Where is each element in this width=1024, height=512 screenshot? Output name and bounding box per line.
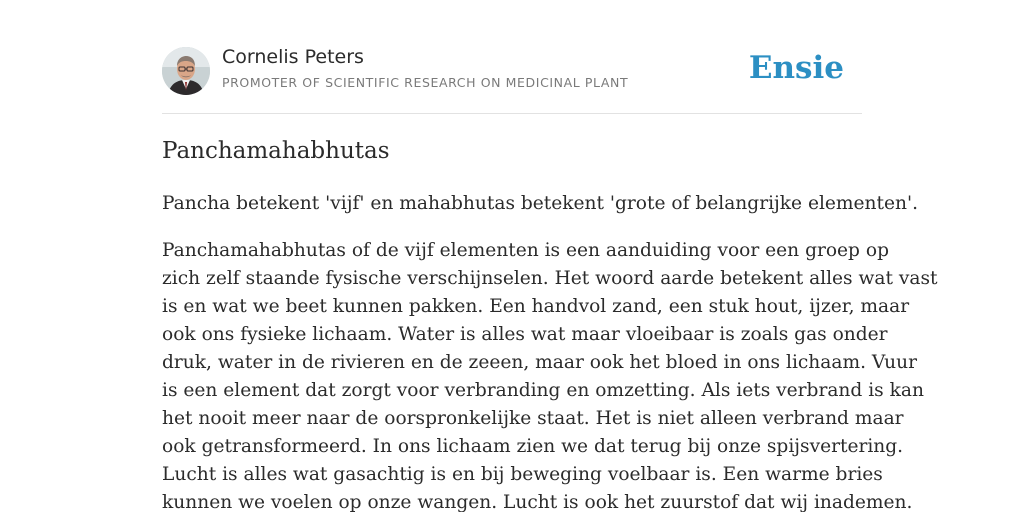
body-line: ook getransformeerd. In ons lichaam zien we dat terug bij onze spijsvertering. xyxy=(162,436,904,457)
body-line: Panchamahabhutas of de vijf elementen is een aanduiding voor een groep op xyxy=(162,240,889,261)
body-line: is en wat we beet kunnen pakken. Een handvol zand, een stuk hout, ijzer, maar xyxy=(162,296,910,317)
article-body xyxy=(162,237,938,512)
person-photo-icon xyxy=(162,47,210,95)
avatar[interactable] xyxy=(162,47,210,95)
article-intro: Pancha betekent 'vijf' en mahabhutas betekent 'grote of belangrijke elementen'. xyxy=(162,193,919,214)
body-line: Lucht is alles wat gasachtig is en bij beweging voelbaar is. Een warme bries xyxy=(162,464,883,485)
body-line: druk, water in de rivieren en de zeeen, maar ook het bloed in ons lichaam. Vuur xyxy=(162,352,917,373)
body-line: is een element dat zorgt voor verbranding en omzetting. Als iets verbrand is kan xyxy=(162,380,924,401)
brand-logo[interactable]: Ensie xyxy=(748,50,844,86)
body-line: het nooit meer naar de oorspronkelijke staat. Het is niet alleen verbrand maar xyxy=(162,408,904,429)
body-line: kunnen we voelen op onze wangen. Lucht is ook het zuurstof dat wij inademen. xyxy=(162,492,913,512)
content-column xyxy=(162,0,938,512)
body-line: zich zelf staande fysische verschijnselen. Het woord aarde betekent alles wat vast xyxy=(162,268,938,289)
author-name[interactable]: Cornelis Peters xyxy=(222,46,364,68)
article-title: Panchamahabhutas xyxy=(162,138,390,164)
body-line: ook ons fysieke lichaam. Water is alles wat maar vloeibaar is zoals gas onder xyxy=(162,324,888,345)
author-header xyxy=(162,0,862,114)
author-role: PROMOTER OF SCIENTIFIC RESEARCH ON MEDICINAL PLANT xyxy=(222,75,629,90)
